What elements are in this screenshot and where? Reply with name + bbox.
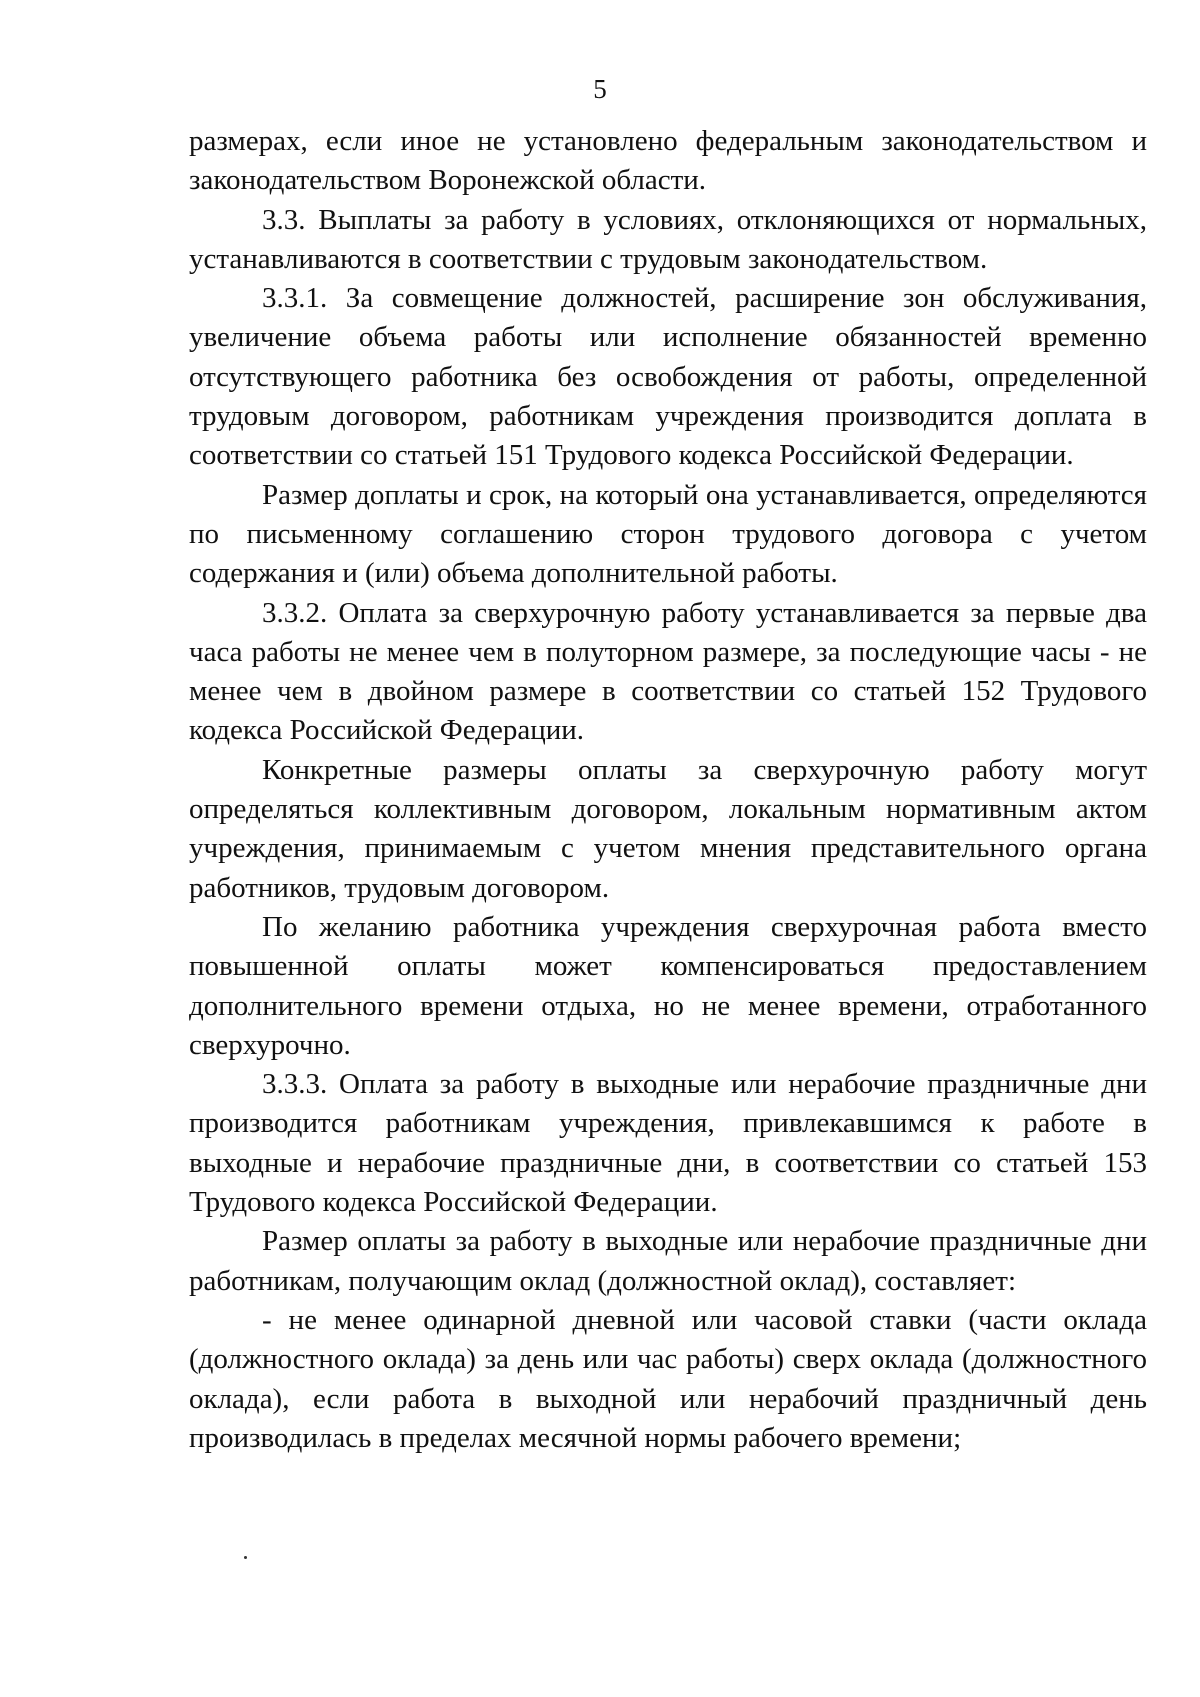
paragraph-continuation: размерах, если иное не установлено федеральным законодательством и законодательством Воронежской области.	[189, 125, 1147, 197]
document-body	[189, 122, 1147, 1458]
paragraph-overtime-compensation: По желанию работника учреждения сверхурочная работа вместо повышенной оплаты может компенсироваться предоставлением дополнительного времени отдыха, но не менее времени, отработанного сверхурочно.	[189, 910, 1147, 1061]
paragraph-3-3-1: 3.3.1. За совмещение должностей, расширение зон обслуживания, увеличение объема работы или исполнение обязанностей временно отсутствующего работника без освобождения от работы, определенной трудовым договором, работникам учреждения производится доплата в соответствии со статьей 151 Трудового кодекса Российской Федерации.	[189, 282, 1147, 472]
paragraph-holiday-pay-size: Размер оплаты за работу в выходные или нерабочие праздничные дни работникам, получающим оклад (должностной оклад), составляет:	[189, 1225, 1147, 1297]
page-number: 5	[593, 74, 607, 104]
paragraph-overtime-amounts: Конкретные размеры оплаты за сверхурочную работу могут определяться коллективным договором, локальным нормативным актом учреждения, принимаемым с учетом мнения представительного органа работников, трудовым договором.	[189, 753, 1147, 904]
paragraph-3-3: 3.3. Выплаты за работу в условиях, отклоняющихся от нормальных, устанавливаются в соответствии с трудовым законодательством.	[189, 203, 1147, 275]
paragraph-supplement-size: Размер доплаты и срок, на который она устанавливается, определяются по письменному соглашению сторон трудового договора с учетом содержания и (или) объема дополнительной работы.	[189, 478, 1147, 590]
paragraph-3-3-2: 3.3.2. Оплата за сверхурочную работу устанавливается за первые два часа работы не менее чем в полуторном размере, за последующие часы - не менее чем в двойном размере в соответствии со статьей 152 Трудового кодекса Российской Федерации.	[189, 596, 1147, 747]
paragraph-list-item: - не менее одинарной дневной или часовой ставки (части оклада (должностного оклада) за день или час работы) сверх оклада (должностного оклада), если работа в выходной или нерабочий праздничный день производилась в пределах месячной нормы рабочего времени;	[189, 1303, 1147, 1454]
paragraph-3-3-3: 3.3.3. Оплата за работу в выходные или нерабочие праздничные дни производится работникам учреждения, привлекавшимся к работе в выходные и нерабочие праздничные дни, в соответствии со статьей 153 Трудового кодекса Российской Федерации.	[189, 1068, 1147, 1219]
scan-artifact-dot	[244, 1556, 247, 1559]
